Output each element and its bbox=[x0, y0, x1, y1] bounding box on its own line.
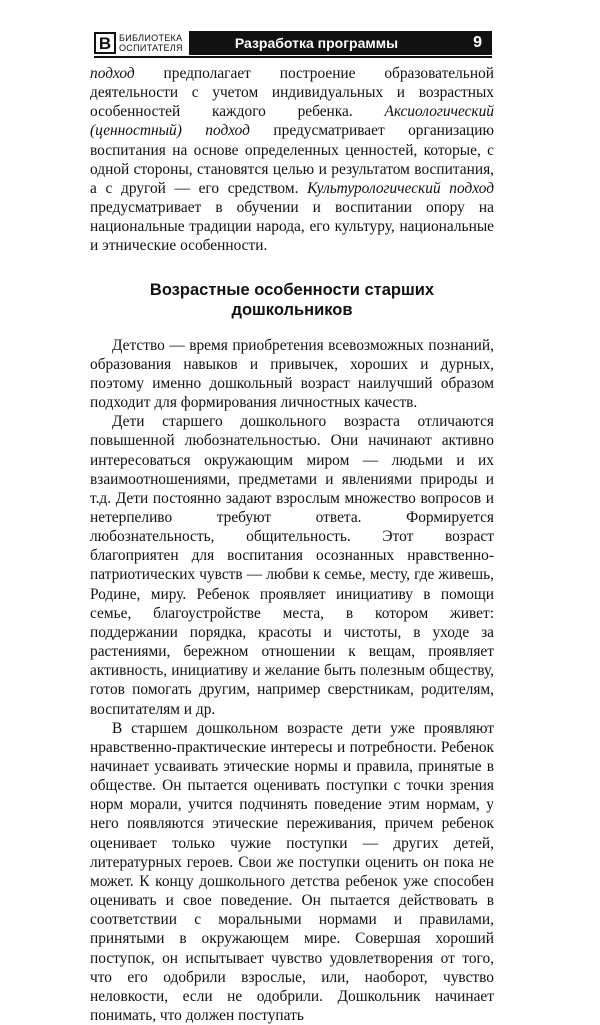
series-name bbox=[119, 33, 183, 53]
intro-text-3: предусматривает в обучении и воспитании опору на национальные традиции народа, его культуру, национальные и этнические особенности. bbox=[90, 199, 494, 255]
section-title: Разработка программы bbox=[234, 35, 399, 51]
body-paragraph: В старшем дошкольном возрасте дети уже проявляют нравственно-практические интересы и потребности. Ребенок начинает усваивать этические нормы и правила, принятые в обществе. Он пытается оценивать поступки с точки зрения норм морали, учится подчинять поведение этим нормам, у него появляются этические переживания, причем ребенок оценивает только чужие поступки — других детей, литературных героев. Свои же поступки оценить он пока не может. К концу дошкольного детства ребенок уже способен оценивать и свое поведение. Он пытается действовать в соответствии с моральными нормами и правилами, принятыми в окружающем мире. Совершая хороший поступок, он испытывает чувство удовлетворения от того, что его одобрили взрослые, или, наоборот, чувство неловкости, если не одобрили. Дошкольник начинает понимать, что должен поступать bbox=[90, 719, 494, 1025]
page-number: 9 bbox=[473, 34, 482, 51]
intro-paragraph bbox=[90, 64, 494, 256]
term-culturological: Культурологический подход bbox=[307, 179, 494, 197]
term-axiological: Аксиологический (ценностный) подход bbox=[90, 103, 494, 140]
series-name-line1: БИБЛИОТЕКА bbox=[119, 33, 183, 43]
running-header bbox=[94, 30, 492, 58]
page-body bbox=[90, 64, 494, 1025]
term-approach: подход bbox=[90, 65, 135, 82]
body-paragraph: Дети старшего дошкольного возраста отличаются повышенной любознательностью. Они начинают активно интересоваться окружающим миром — людьми и их взаимоотношениями, предметами и явлениями природы и т.д. Дети постоянно задают взрослым множество вопросов и нетерпеливо требуют ответа. Формируется любознательность, общительность. Этот возраст благоприятен для воспитания осознанных нравственно-патриотических чувств — любви к семье, месту, где живешь, Родине, миру. Ребенок проявляет инициативу в помощи семье, благоустройстве места, в котором живет: поддержании порядка, красоты и чистоты, в уходе за растениями, бережном отношении к вещам, проявляет активность, инициативу и желание быть полезным обществу, готов помогать другим, например сверстникам, родителям, воспитателям и др. bbox=[90, 413, 494, 718]
logo-letter: В bbox=[98, 33, 112, 53]
intro-text-2: предусматривает организацию воспитания на основе определенных ценностей, которые, с одной стороны, становятся целью и результатом воспитания, а с другой — его средством. bbox=[90, 122, 495, 197]
section-title-bar bbox=[189, 31, 492, 55]
intro-text-1: предполагает построение образовательной деятельности с учетом индивидуальных и возрастных особенностей каждого ребенка. bbox=[90, 65, 494, 121]
series-name-line2: ОСПИТАТЕЛЯ bbox=[119, 43, 183, 53]
section-heading: Возрастные особенности старших дошкольников bbox=[149, 280, 435, 319]
series-logo bbox=[94, 32, 116, 54]
body-paragraph: Детство — время приобретения всевозможных познаний, образования навыков и привычек, хороших и дурных, поэтому именно дошкольный возраст наилучший образом подходит для формирования личностных качеств. bbox=[90, 336, 494, 412]
